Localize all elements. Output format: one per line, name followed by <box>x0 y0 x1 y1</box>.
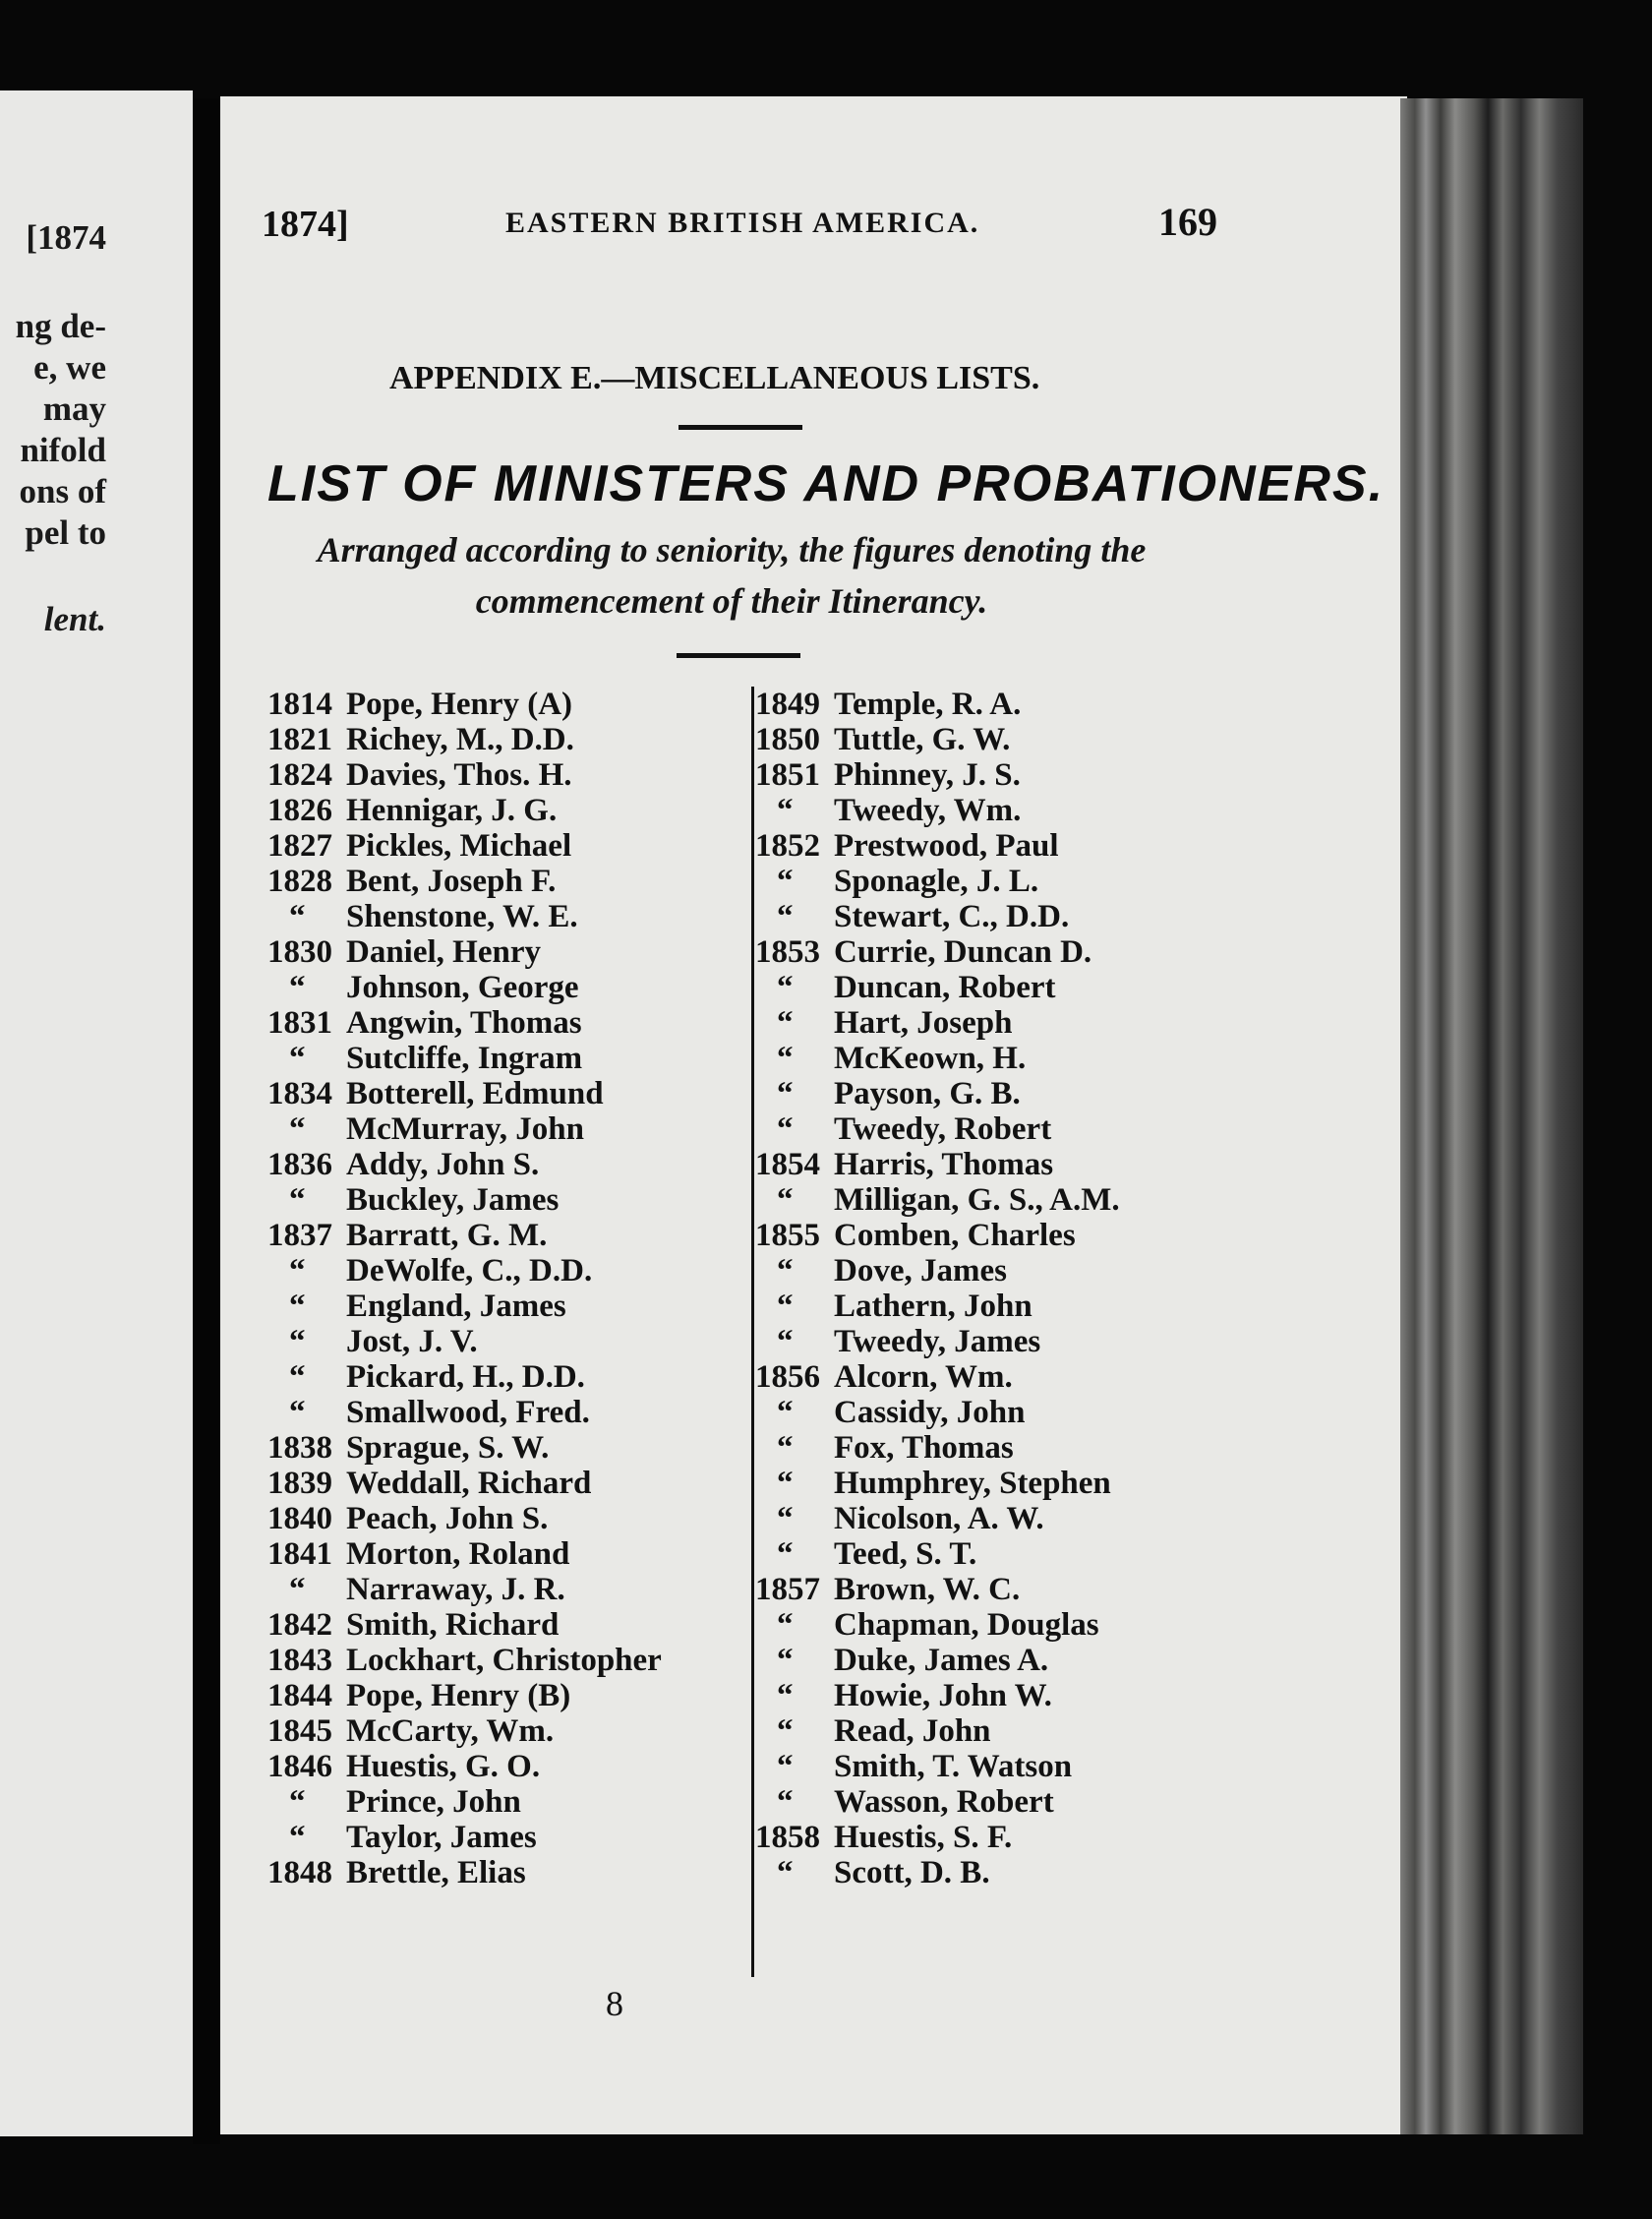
entry-name: Daniel, Henry <box>346 934 541 970</box>
subtitle-line: commencement of their Itinerancy. <box>475 581 988 621</box>
left-page-line: may <box>42 390 106 428</box>
entry-name: Brown, W. C. <box>834 1572 1021 1607</box>
entry-year: “ <box>777 1643 794 1678</box>
left-page-line: ng de- <box>15 307 106 345</box>
entry-name: Taylor, James <box>346 1820 537 1855</box>
running-year: 1874] <box>262 204 349 245</box>
entry-year: 1846 <box>267 1749 332 1784</box>
left-page-line: e, we <box>33 348 106 387</box>
entry-year: 1827 <box>267 828 332 864</box>
entry-name: Smith, T. Watson <box>834 1749 1073 1784</box>
entry-year: “ <box>289 1820 306 1855</box>
entry-year: “ <box>777 1678 794 1713</box>
entry-name: Currie, Duncan D. <box>834 934 1092 970</box>
subtitle-line: Arranged according to seniority, the figures denoting the <box>317 530 1147 570</box>
entry-year: “ <box>777 1324 794 1359</box>
entry-year: “ <box>777 1536 794 1572</box>
entry-year: 1858 <box>755 1820 820 1855</box>
column-divider <box>751 687 754 1977</box>
entry-name: McMurray, John <box>346 1111 584 1147</box>
entry-name: Tweedy, James <box>834 1324 1041 1359</box>
entry-name: McCarty, Wm. <box>346 1713 555 1749</box>
entry-year: “ <box>777 1395 794 1430</box>
entry-name: Temple, R. A. <box>834 687 1022 722</box>
entry-year: 1855 <box>755 1218 820 1253</box>
entry-name: Alcorn, Wm. <box>834 1359 1013 1395</box>
entry-name: Dove, James <box>834 1253 1007 1289</box>
entry-name: Scott, D. B. <box>834 1855 990 1890</box>
entry-name: Angwin, Thomas <box>346 1005 582 1041</box>
entry-year: “ <box>777 1607 794 1643</box>
entry-name: Weddall, Richard <box>346 1466 592 1501</box>
entry-year: “ <box>777 1076 794 1111</box>
book-gutter <box>193 98 220 2144</box>
entry-year: 1837 <box>267 1218 332 1253</box>
entry-name: Read, John <box>834 1713 991 1749</box>
entry-year: “ <box>777 1253 794 1289</box>
entry-name: Fox, Thomas <box>834 1430 1014 1466</box>
entry-year: 1831 <box>267 1005 332 1041</box>
entry-name: Duke, James A. <box>834 1643 1049 1678</box>
entry-name: Huestis, S. F. <box>834 1820 1013 1855</box>
entry-year: “ <box>289 1784 306 1820</box>
entry-name: Howie, John W. <box>834 1678 1052 1713</box>
entry-year: 1850 <box>755 722 820 757</box>
entry-year: 1845 <box>267 1713 332 1749</box>
entry-name: Payson, G. B. <box>834 1076 1021 1111</box>
left-page-line: lent. <box>43 600 106 638</box>
appendix-heading: APPENDIX E.—MISCELLANEOUS LISTS. <box>389 360 1040 396</box>
left-page-fragment <box>0 90 193 2136</box>
entry-name: Smallwood, Fred. <box>346 1395 590 1430</box>
entry-name: Pope, Henry (A) <box>346 687 573 722</box>
entry-name: Hennigar, J. G. <box>346 793 558 828</box>
entry-year: “ <box>289 899 306 934</box>
left-page-line: pel to <box>25 513 106 552</box>
entry-name: Davies, Thos. H. <box>346 757 572 793</box>
entry-name: Brettle, Elias <box>346 1855 526 1890</box>
entry-year: “ <box>289 1253 306 1289</box>
entry-year: “ <box>289 1111 306 1147</box>
entry-name: Morton, Roland <box>346 1536 570 1572</box>
entry-year: 1824 <box>267 757 332 793</box>
entry-name: Tuttle, G. W. <box>834 722 1011 757</box>
entry-name: Sutcliffe, Ingram <box>346 1041 583 1076</box>
entry-year: 1841 <box>267 1536 332 1572</box>
entry-name: Narraway, J. R. <box>346 1572 565 1607</box>
entry-name: Bent, Joseph F. <box>346 864 557 899</box>
entry-year: “ <box>289 1359 306 1395</box>
entry-name: Peach, John S. <box>346 1501 549 1536</box>
entry-year: 1838 <box>267 1430 332 1466</box>
right-page <box>220 96 1407 2134</box>
entry-name: Lathern, John <box>834 1289 1032 1324</box>
entry-year: 1834 <box>267 1076 332 1111</box>
entry-name: Harris, Thomas <box>834 1147 1054 1182</box>
entry-year: “ <box>777 899 794 934</box>
entry-year: 1852 <box>755 828 820 864</box>
entry-name: Sponagle, J. L. <box>834 864 1039 899</box>
entry-name: Pope, Henry (B) <box>346 1678 571 1713</box>
entry-name: Pickard, H., D.D. <box>346 1359 585 1395</box>
left-page-year: [1874 <box>26 218 106 257</box>
main-title: LIST OF MINISTERS AND PROBATIONERS. <box>267 455 1386 512</box>
entry-name: Huestis, G. O. <box>346 1749 541 1784</box>
entry-year: 1830 <box>267 934 332 970</box>
entry-year: 1856 <box>755 1359 820 1395</box>
entry-year: 1814 <box>267 687 332 722</box>
entry-name: DeWolfe, C., D.D. <box>346 1253 593 1289</box>
entry-year: 1828 <box>267 864 332 899</box>
entry-name: Jost, J. V. <box>346 1324 478 1359</box>
entry-year: “ <box>289 1289 306 1324</box>
entry-year: 1853 <box>755 934 820 970</box>
page-edges <box>1400 98 1583 2134</box>
entry-name: Tweedy, Robert <box>834 1111 1052 1147</box>
entry-name: Chapman, Douglas <box>834 1607 1099 1643</box>
entry-year: “ <box>777 1713 794 1749</box>
entry-year: “ <box>777 1182 794 1218</box>
entry-name: Barratt, G. M. <box>346 1218 548 1253</box>
entry-year: 1848 <box>267 1855 332 1890</box>
entry-year: 1843 <box>267 1643 332 1678</box>
entry-name: Wasson, Robert <box>834 1784 1054 1820</box>
entry-name: Tweedy, Wm. <box>834 793 1022 828</box>
entry-name: England, James <box>346 1289 566 1324</box>
entry-name: Prestwood, Paul <box>834 828 1059 864</box>
entry-year: 1849 <box>755 687 820 722</box>
entry-name: Shenstone, W. E. <box>346 899 578 934</box>
entry-year: “ <box>777 1784 794 1820</box>
entry-year: “ <box>777 1466 794 1501</box>
entry-year: “ <box>777 1289 794 1324</box>
entry-year: 1851 <box>755 757 820 793</box>
entry-year: “ <box>777 1005 794 1041</box>
entry-name: Smith, Richard <box>346 1607 560 1643</box>
signature-mark: 8 <box>606 1984 623 2023</box>
entry-year: 1821 <box>267 722 332 757</box>
entry-name: Duncan, Robert <box>834 970 1056 1005</box>
entry-year: “ <box>289 1041 306 1076</box>
left-page-line: nifold <box>20 431 106 469</box>
title-rule <box>678 425 802 430</box>
entry-year: 1844 <box>267 1678 332 1713</box>
entry-name: Richey, M., D.D. <box>346 722 574 757</box>
entry-name: Milligan, G. S., A.M. <box>834 1182 1120 1218</box>
entry-year: 1836 <box>267 1147 332 1182</box>
entry-year: “ <box>777 1749 794 1784</box>
entry-name: Phinney, J. S. <box>834 757 1021 793</box>
entry-name: Sprague, S. W. <box>346 1430 550 1466</box>
entry-year: “ <box>777 864 794 899</box>
running-title: EASTERN BRITISH AMERICA. <box>505 207 980 239</box>
entry-year: “ <box>777 1041 794 1076</box>
entry-year: “ <box>777 1430 794 1466</box>
entry-year: 1857 <box>755 1572 820 1607</box>
entry-year: “ <box>289 970 306 1005</box>
entry-year: “ <box>289 1395 306 1430</box>
entry-year: “ <box>777 970 794 1005</box>
entry-name: Johnson, George <box>346 970 579 1005</box>
entry-name: Lockhart, Christopher <box>346 1643 662 1678</box>
entry-year: 1826 <box>267 793 332 828</box>
entry-name: Cassidy, John <box>834 1395 1026 1430</box>
entry-year: “ <box>289 1572 306 1607</box>
entry-name: Addy, John S. <box>346 1147 540 1182</box>
entry-year: 1842 <box>267 1607 332 1643</box>
entry-year: “ <box>777 1501 794 1536</box>
entry-year: “ <box>777 1855 794 1890</box>
entry-name: Teed, S. T. <box>834 1536 977 1572</box>
entry-name: Nicolson, A. W. <box>834 1501 1044 1536</box>
entry-year: “ <box>289 1324 306 1359</box>
entry-name: Comben, Charles <box>834 1218 1076 1253</box>
subtitle-rule <box>677 653 800 658</box>
entry-year: 1840 <box>267 1501 332 1536</box>
entry-name: Botterell, Edmund <box>346 1076 604 1111</box>
entry-year: 1854 <box>755 1147 820 1182</box>
entry-year: “ <box>777 793 794 828</box>
entry-year: 1839 <box>267 1466 332 1501</box>
entry-name: Stewart, C., D.D. <box>834 899 1070 934</box>
entry-name: Buckley, James <box>346 1182 560 1218</box>
entry-year: “ <box>777 1111 794 1147</box>
entry-year: “ <box>289 1182 306 1218</box>
entry-name: Humphrey, Stephen <box>834 1466 1111 1501</box>
page-number: 169 <box>1158 200 1217 244</box>
entry-name: Pickles, Michael <box>346 828 572 864</box>
entry-name: Hart, Joseph <box>834 1005 1013 1041</box>
left-page-line: ons of <box>19 472 106 510</box>
entry-name: Prince, John <box>346 1784 521 1820</box>
entry-name: McKeown, H. <box>834 1041 1027 1076</box>
